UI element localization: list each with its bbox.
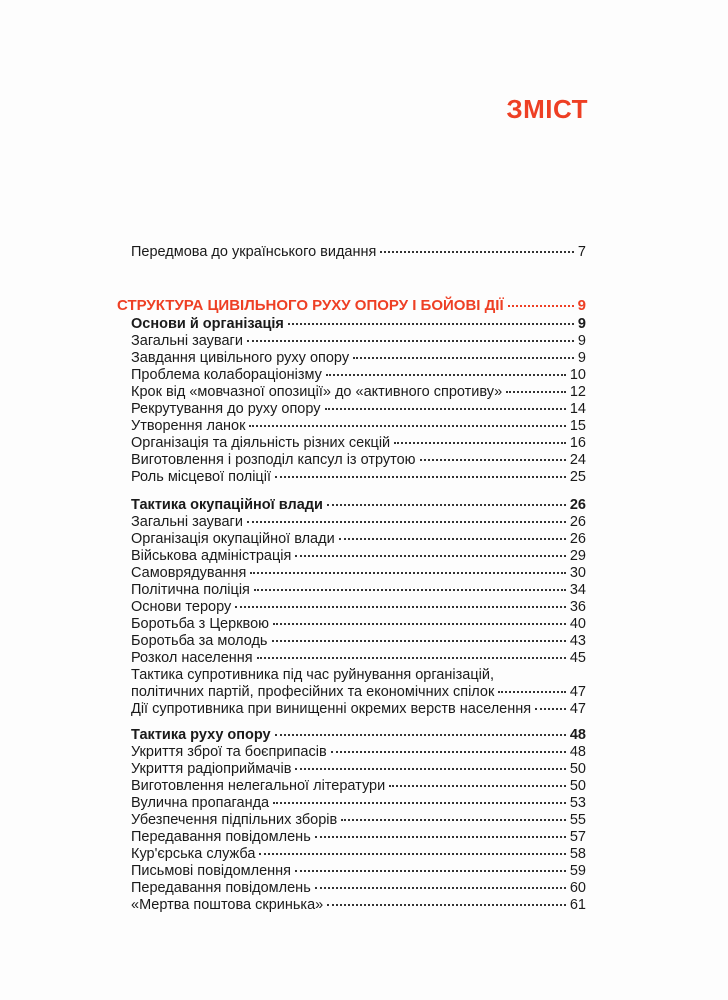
dot-leader xyxy=(295,555,566,557)
dot-leader xyxy=(273,802,566,804)
dot-leader xyxy=(341,819,566,821)
dot-leader xyxy=(394,442,566,444)
entry-label: Військова адміністрація xyxy=(131,548,292,564)
entry-label: Розкол населення xyxy=(131,650,253,666)
toc-entry xyxy=(131,384,586,401)
dot-leader xyxy=(272,640,566,642)
entry-label-line1: Тактика супротивника під час руйнування організацій, xyxy=(131,667,494,683)
entry-page: 47 xyxy=(569,701,586,717)
dot-leader xyxy=(420,459,566,461)
entry-label: «Мертва поштова скринька» xyxy=(131,897,324,913)
entry-label: Виготовлення і розподіл капсул із отрутою xyxy=(131,452,416,468)
entry-label: Організація окупаційної влади xyxy=(131,531,335,547)
dot-leader xyxy=(295,768,565,770)
toc-entry xyxy=(131,863,586,880)
toc-entry xyxy=(131,616,586,633)
toc-subheading xyxy=(131,316,586,333)
toc-entry xyxy=(131,401,586,418)
entry-page: 9 xyxy=(577,316,586,332)
toc-subheading xyxy=(131,727,586,744)
dot-leader xyxy=(275,734,566,736)
entry-page: 26 xyxy=(569,497,586,513)
entry-label: Укриття радіоприймачів xyxy=(131,761,292,777)
section-page: 9 xyxy=(577,297,586,314)
entry-page: 9 xyxy=(577,350,586,366)
toc-heading: ЗМІСТ xyxy=(506,94,588,124)
dot-leader xyxy=(506,391,566,393)
entry-page: 48 xyxy=(569,727,586,743)
entry-page: 59 xyxy=(569,863,586,879)
entry-label: Рекрутування до руху опору xyxy=(131,401,321,417)
entry-label: Завдання цивільного руху опору xyxy=(131,350,350,366)
toc-entry xyxy=(131,633,586,650)
toc-entry xyxy=(131,531,586,548)
dot-leader xyxy=(295,870,566,872)
entry-page: 26 xyxy=(569,514,586,530)
toc-entry-multiline-first xyxy=(131,667,494,684)
entry-page: 53 xyxy=(569,795,586,811)
entry-page: 10 xyxy=(569,367,586,383)
toc-entry xyxy=(131,435,586,452)
entry-page: 34 xyxy=(569,582,586,598)
dot-leader xyxy=(327,904,566,906)
entry-page: 57 xyxy=(569,829,586,845)
entry-page: 50 xyxy=(569,761,586,777)
entry-page: 48 xyxy=(569,744,586,760)
toc-entry xyxy=(131,469,586,486)
entry-page: 25 xyxy=(569,469,586,485)
dot-leader xyxy=(249,425,565,427)
entry-page: 47 xyxy=(569,684,586,700)
dot-leader xyxy=(235,606,566,608)
entry-label: Загальні зауваги xyxy=(131,333,243,349)
entry-label: Тактика руху опору xyxy=(131,727,271,743)
dot-leader xyxy=(498,691,566,693)
dot-leader xyxy=(508,305,574,307)
toc-entry xyxy=(131,897,586,914)
toc-entry xyxy=(131,350,586,367)
entry-label: Основи терору xyxy=(131,599,232,615)
toc-entry xyxy=(131,744,586,761)
dot-leader xyxy=(275,476,566,478)
entry-page: 29 xyxy=(569,548,586,564)
dot-leader xyxy=(315,887,566,889)
dot-leader xyxy=(389,785,566,787)
entry-label: Передавання повідомлень xyxy=(131,880,311,896)
toc-entry xyxy=(131,761,586,778)
dot-leader xyxy=(325,408,566,410)
entry-page: 12 xyxy=(569,384,586,400)
toc-entry xyxy=(131,514,586,531)
entry-label: Самоврядування xyxy=(131,565,247,581)
section-label: СТРУКТУРА ЦИВІЛЬНОГО РУХУ ОПОРУ І БОЙОВІ ДІЇ xyxy=(117,297,504,314)
toc-entry xyxy=(131,333,586,350)
entry-page: 9 xyxy=(577,333,586,349)
entry-label: Крок від «мовчазної опозиції» до «активного спротиву» xyxy=(131,384,503,400)
toc-entry xyxy=(131,565,586,582)
entry-label: Письмові повідомлення xyxy=(131,863,292,879)
entry-page: 36 xyxy=(569,599,586,615)
entry-label: Вулична пропаганда xyxy=(131,795,270,811)
toc-entry xyxy=(131,650,586,667)
entry-page: 26 xyxy=(569,531,586,547)
entry-label: Дії супротивника при винищенні окремих верств населення xyxy=(131,701,532,717)
dot-leader xyxy=(259,853,565,855)
entry-label: Організація та діяльність різних секцій xyxy=(131,435,391,451)
toc-entry xyxy=(131,452,586,469)
entry-page: 24 xyxy=(569,452,586,468)
entry-page: 50 xyxy=(569,778,586,794)
toc-subheading xyxy=(131,497,586,514)
entry-page: 60 xyxy=(569,880,586,896)
entry-page: 14 xyxy=(569,401,586,417)
toc-entry xyxy=(131,795,586,812)
dot-leader xyxy=(247,340,574,342)
entry-label: Виготовлення нелегальної літератури xyxy=(131,778,386,794)
dot-leader xyxy=(315,836,566,838)
entry-label: Тактика окупаційної влади xyxy=(131,497,323,513)
entry-page: 43 xyxy=(569,633,586,649)
toc-entry xyxy=(131,367,586,384)
dot-leader xyxy=(326,374,566,376)
toc-entry xyxy=(131,701,586,718)
toc-entry xyxy=(131,548,586,565)
dot-leader xyxy=(327,504,566,506)
dot-leader xyxy=(535,708,566,710)
dot-leader xyxy=(380,251,574,253)
entry-label: Передавання повідомлень xyxy=(131,829,311,845)
dot-leader xyxy=(331,751,566,753)
dot-leader xyxy=(288,323,574,325)
entry-label: Загальні зауваги xyxy=(131,514,243,530)
entry-label: Убезпечення підпільних зборів xyxy=(131,812,338,828)
toc-section-heading xyxy=(117,297,586,314)
toc-entry xyxy=(131,599,586,616)
entry-page: 45 xyxy=(569,650,586,666)
entry-page: 58 xyxy=(569,846,586,862)
entry-label: Утворення ланок xyxy=(131,418,246,434)
toc-entry xyxy=(131,418,586,435)
toc-entry xyxy=(131,846,586,863)
entry-label: Основи й організація xyxy=(131,316,284,332)
toc-entry xyxy=(131,582,586,599)
entry-page: 15 xyxy=(569,418,586,434)
toc-entry-multiline-second xyxy=(131,684,586,701)
entry-page: 7 xyxy=(577,244,586,260)
entry-label-line2: політичних партій, професійних та економічних спілок xyxy=(131,684,495,700)
toc-entry-preface xyxy=(131,244,586,261)
toc-entry xyxy=(131,880,586,897)
entry-page: 16 xyxy=(569,435,586,451)
toc-entry xyxy=(131,778,586,795)
entry-label: Політична поліція xyxy=(131,582,250,598)
entry-page: 61 xyxy=(569,897,586,913)
dot-leader xyxy=(247,521,566,523)
entry-label: Укриття зброї та боєприпасів xyxy=(131,744,327,760)
toc-entry xyxy=(131,812,586,829)
dot-leader xyxy=(254,589,566,591)
entry-label: Боротьба з Церквою xyxy=(131,616,270,632)
entry-page: 40 xyxy=(569,616,586,632)
entry-label: Передмова до українського видання xyxy=(131,244,377,260)
entry-label: Боротьба за молодь xyxy=(131,633,268,649)
dot-leader xyxy=(339,538,566,540)
entry-page: 30 xyxy=(569,565,586,581)
toc-entry xyxy=(131,829,586,846)
entry-label: Кур'єрська служба xyxy=(131,846,256,862)
dot-leader xyxy=(353,357,574,359)
entry-page: 55 xyxy=(569,812,586,828)
entry-label: Роль місцевої поліції xyxy=(131,469,271,485)
dot-leader xyxy=(273,623,566,625)
dot-leader xyxy=(257,657,566,659)
dot-leader xyxy=(250,572,565,574)
entry-label: Проблема колабораціонізму xyxy=(131,367,322,383)
